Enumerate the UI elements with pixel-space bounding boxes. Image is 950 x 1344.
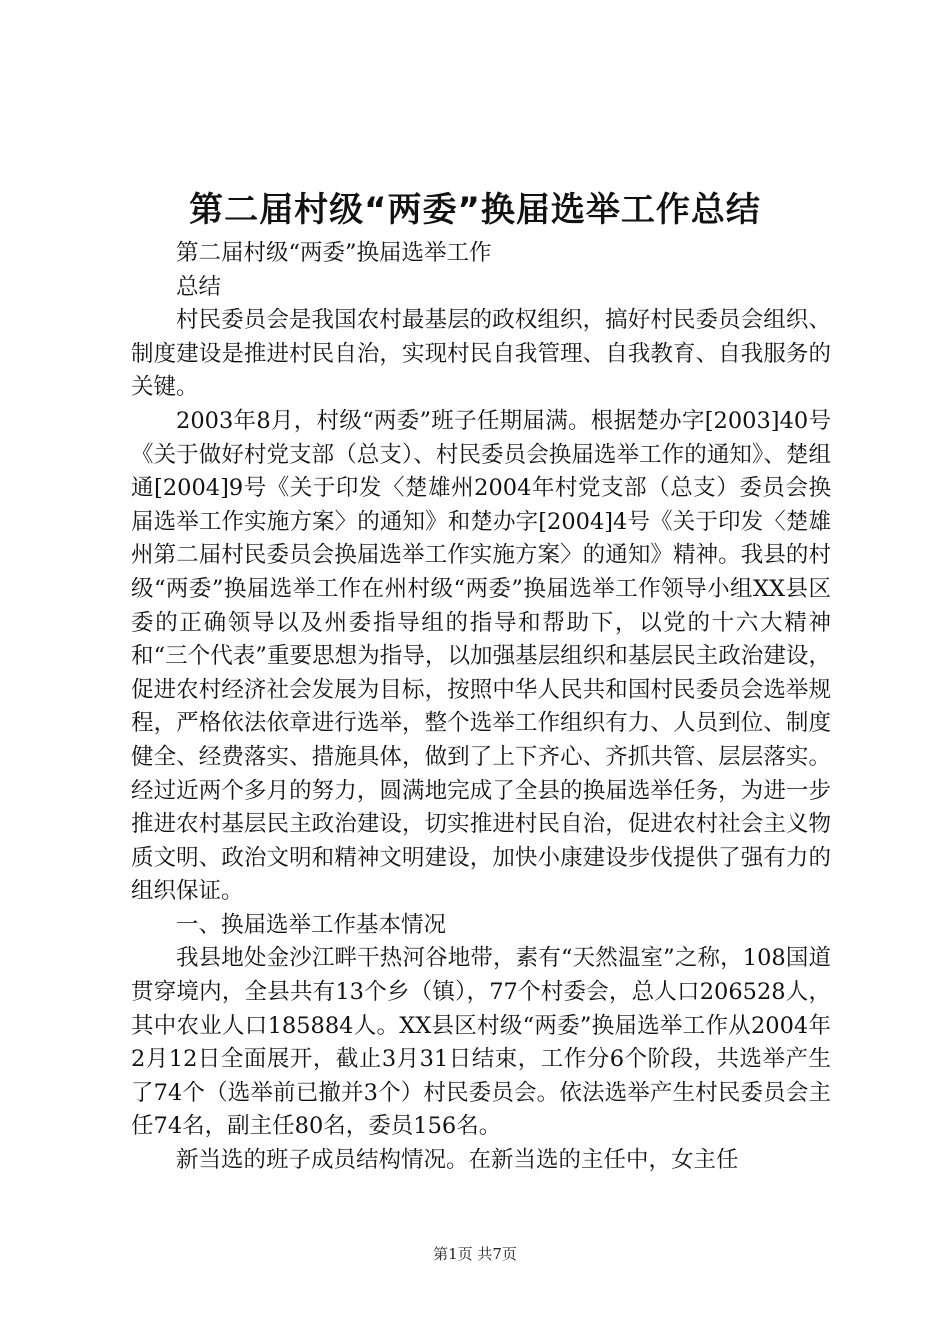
document-body	[131, 237, 831, 1178]
paragraph-county-overview: 我县地处金沙江畔干热河谷地带，素有“天然温室”之称，108国道贯穿境内，全县共有13个乡（镇），77个村委会，总人口206528人，其中农业人口185884人。XX县区村级“两委”换届选举工作从2004年2月12日全面展开，截止3月31日结束，工作分6个阶段，共选举产生了74个（选举前已撤并3个）村民委员会。依法选举产生村民委员会主任74名，副主任80名，委员156名。	[131, 945, 831, 1140]
subtitle-line-1: 第二届村级“两委”换届选举工作	[176, 240, 492, 266]
page-footer: 第1页 共7页	[433, 1245, 517, 1263]
paragraph-intro: 村民委员会是我国农村最基层的政权组织，搞好村民委员会组织、制度建设是推进村民自治，实现村民自我管理、自我教育、自我服务的关键。	[131, 307, 831, 401]
paragraph-background: 2003年8月，村级“两委”班子任期届满。根据楚办字[2003]40号《关于做好村党支部（总支）、村民委员会换届选举工作的通知》、楚组通[2004]9号《关于印发〈楚雄州2004年村党支部（总支）委员会换届选举工作实施方案〉的通知》和楚办字[2004]4号《关于印发〈楚雄州第二届村民委员会换届选举工作实施方案〉的通知》精神。我县的村级“两委”换届选举工作在州村级“两委”换届选举工作领导小组XX县区委的正确领导以及州委指导组的指导和帮助下，以党的十六大精神和“三个代表”重要思想为指导，以加强基层组织和基层民主政治建设，促进农村经济社会发展为目标，按照中华人民共和国村民委员会选举规程，严格依法依章进行选举，整个选举工作组织有力、人员到位、制度健全、经费落实、措施具体，做到了上下齐心、齐抓共管、层层落实。经过近两个多月的努力，圆满地完成了全县的换届选举任务，为进一步推进农村基层民主政治建设，切实推进村民自治，促进农村社会主义物质文明、政治文明和精神文明建设，加快小康建设步伐提供了强有力的组织保证。	[131, 407, 831, 905]
section-heading-1: 一、换届选举工作基本情况	[176, 911, 447, 938]
subtitle-line-2: 总结	[176, 273, 222, 300]
document-title: 第二届村级“两委”换届选举工作总结	[189, 190, 761, 230]
paragraph-structure: 新当选的班子成员结构情况。在新当选的主任中，女主任	[176, 1147, 739, 1174]
